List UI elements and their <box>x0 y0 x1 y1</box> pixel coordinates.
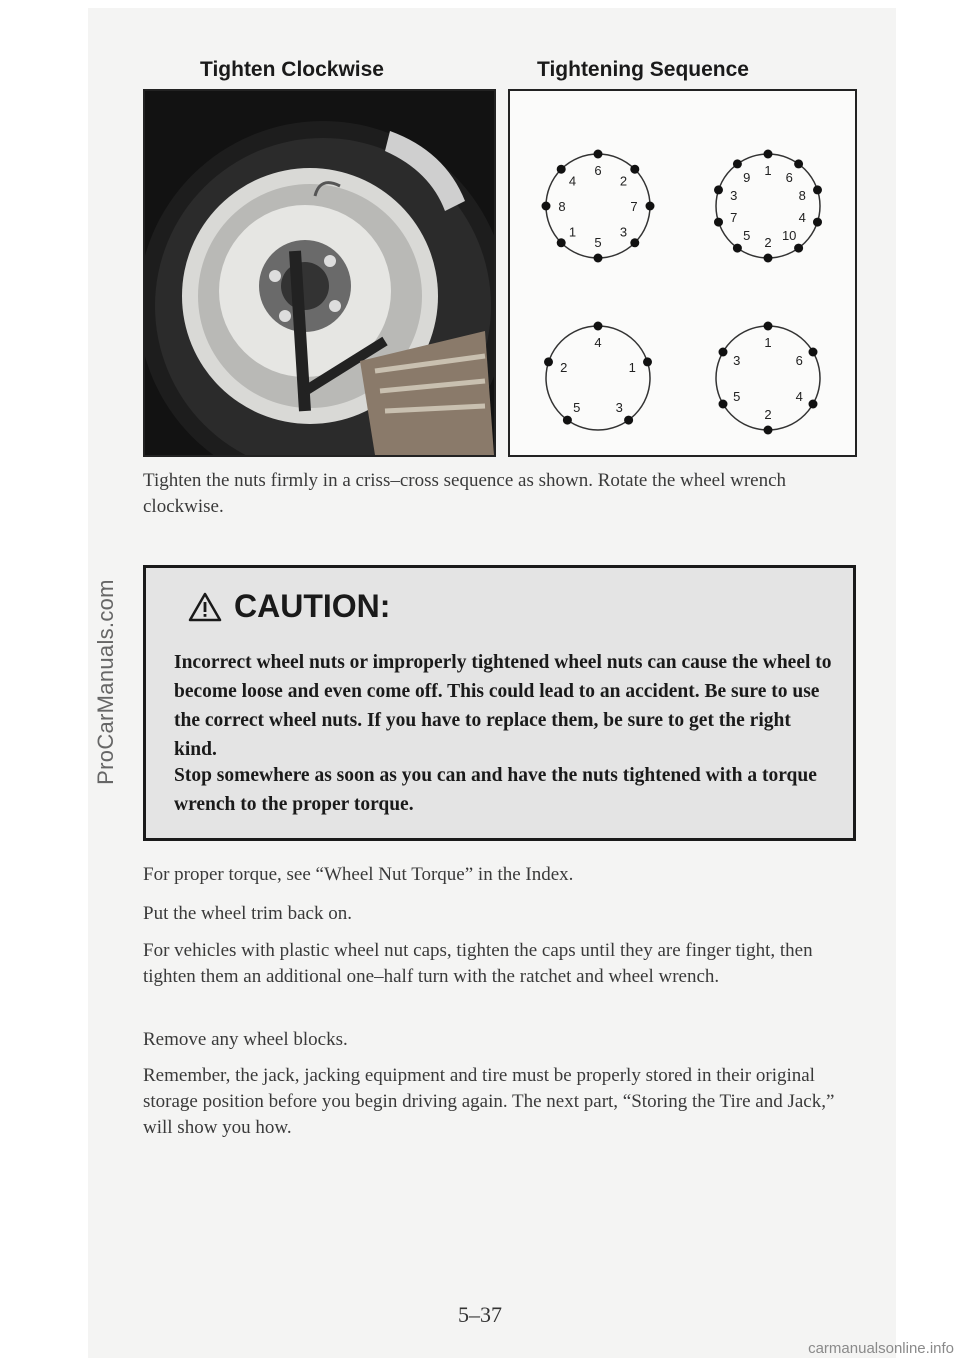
sequence-number: 5 <box>573 400 581 416</box>
wrench-wheel-photo <box>143 89 496 457</box>
sequence-number: 2 <box>560 359 568 375</box>
lug-nut-dot <box>764 150 773 159</box>
lug-nut-dot <box>544 357 553 366</box>
sequence-number: 7 <box>630 199 638 214</box>
nut-caps-paragraph: For vehicles with plastic wheel nut caps, tighten the caps until they are finger tight, then tighten them an additional one–half turn with the ratchet and wheel wrench. <box>143 940 813 987</box>
storage-paragraph: Remember, the jack, jacking equipment and tire must be properly stored in their original storage position before you begin driving again. The next part, “Storing the Tire and Jack,” will show you how. <box>143 1065 835 1138</box>
lug-nut-dot <box>764 426 773 435</box>
sequence-number: 3 <box>619 224 628 240</box>
lug-nut-dot <box>542 202 551 211</box>
lug-nut-dot <box>630 165 639 174</box>
trim-paragraph: Put the wheel trim back on. <box>143 903 352 924</box>
lug-nut-dot <box>557 238 566 247</box>
wheel-blocks-paragraph: Remove any wheel blocks. <box>143 1029 348 1050</box>
caution-paragraph-1: Incorrect wheel nuts or improperly tightened wheel nuts can cause the wheel to become loose and even come off. This could lead to an accident. Be sure to use the correct wheel nuts. If you have to replace them, be sure to get the right kind. <box>174 652 832 760</box>
lug-nut-dot <box>764 254 773 263</box>
lug-pattern-d8 <box>542 150 655 263</box>
lug-nut-dot <box>557 165 566 174</box>
lug-nut-dot <box>733 244 742 253</box>
sequence-number: 4 <box>798 210 806 226</box>
sequence-number: 1 <box>764 163 772 178</box>
sequence-number: 7 <box>730 210 738 226</box>
lug-nut-dot <box>594 254 603 263</box>
lug-nut-dot <box>646 202 655 211</box>
sequence-number: 6 <box>594 163 602 178</box>
sequence-number: 3 <box>615 400 623 416</box>
sequence-number: 4 <box>594 335 602 350</box>
warning-triangle-icon <box>188 592 222 622</box>
lug-nut-dot <box>714 218 723 227</box>
lug-pattern-d5 <box>716 322 820 435</box>
caution-box <box>143 565 856 841</box>
lug-nut-dot <box>813 218 822 227</box>
sequence-number: 1 <box>628 359 636 375</box>
lug-nut-dot <box>594 322 603 331</box>
sequence-number: 8 <box>798 187 806 203</box>
sequence-number: 4 <box>568 173 577 189</box>
lug-pattern-d10 <box>714 150 822 263</box>
page-number: 5–37 <box>458 1302 502 1327</box>
tighten-clockwise-caption: Tighten Clockwise <box>200 58 384 81</box>
lug-pattern-d6 <box>544 322 652 431</box>
sequence-number: 3 <box>733 353 741 368</box>
footer-watermark: carmanualsonline.info <box>808 1340 954 1357</box>
sequence-number: 5 <box>733 389 741 404</box>
sequence-number: 1 <box>764 335 772 350</box>
sidebar-watermark: ProCarManuals.com <box>93 579 118 785</box>
lug-nut-dot <box>643 357 652 366</box>
caution-heading <box>188 588 390 625</box>
lug-nut-dot <box>733 159 742 168</box>
sequence-number: 2 <box>764 235 772 250</box>
lug-nut-dot <box>624 416 633 425</box>
sequence-number: 4 <box>795 389 803 404</box>
lug-nut-dot <box>563 416 572 425</box>
lug-nut-dot <box>794 159 803 168</box>
lug-nut-dot <box>809 348 818 357</box>
sequence-number: 6 <box>795 353 803 368</box>
caution-title: CAUTION: <box>234 588 391 624</box>
sequence-number: 10 <box>781 228 797 244</box>
sequence-number: 5 <box>594 235 602 250</box>
lug-nut-dot <box>630 238 639 247</box>
sequence-number: 2 <box>764 407 772 422</box>
tightening-sequence-caption: Tightening Sequence <box>537 58 749 81</box>
lug-nut-dot <box>794 244 803 253</box>
lug-nut-dot <box>809 400 818 409</box>
lug-nut-dot <box>719 348 728 357</box>
sequence-number: 9 <box>743 169 751 185</box>
lug-nut-dot <box>594 150 603 159</box>
sequence-number: 8 <box>558 199 566 214</box>
sequence-number: 1 <box>568 224 577 240</box>
tightening-sequence-diagram <box>508 89 857 457</box>
lug-nut-dot <box>813 185 822 194</box>
sequence-number: 2 <box>619 173 628 189</box>
caution-paragraph-2: Stop somewhere as soon as you can and have the nuts tightened with a torque wrench to the proper torque. <box>174 765 817 815</box>
lug-nut-dot <box>764 322 773 331</box>
lug-nut-dot <box>714 185 723 194</box>
sequence-number: 3 <box>730 187 738 203</box>
lug-nut-dot <box>719 400 728 409</box>
torque-paragraph: For proper torque, see “Wheel Nut Torque” in the Index. <box>143 864 574 885</box>
intro-paragraph: Tighten the nuts firmly in a criss–cross sequence as shown. Rotate the wheel wrench clockwise. <box>143 470 787 517</box>
sequence-number: 5 <box>743 228 751 244</box>
sequence-number: 6 <box>785 169 793 185</box>
